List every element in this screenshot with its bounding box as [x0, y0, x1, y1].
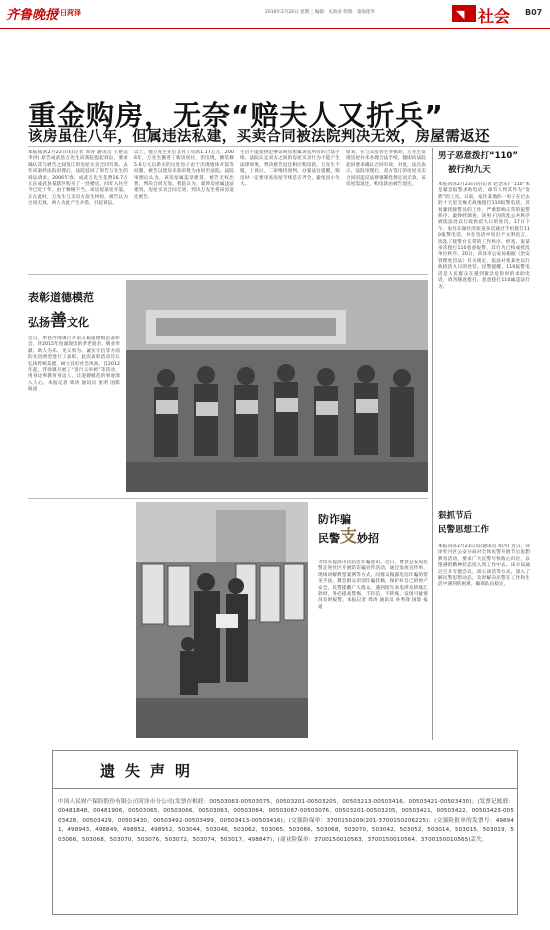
award-ceremony-illustration	[126, 280, 428, 492]
lead-rule	[28, 146, 518, 147]
notice-rule	[52, 788, 518, 789]
side2-title-line1: 狠抓节后	[438, 511, 473, 521]
lead-column-1: 本报成武2月23日讯(记者 周涛 通讯员 王艳美 李洪) 原告成武县万先生向我院提起诉讼，要求确认其与被告之间签订的房屋买卖合同有效。去年该案经法院审理后，法院驳回了原告万先生的诉讼请求。2006年春，成武万先生花费16.7万元在成武县某辖区购买了一处楼房，同年入住至今已近十年。由于修缮不当，该房屋某处开裂，正在此时，万先生与卖房方发生纠纷，被告认为合同无效，两人为此产生矛盾，引起诉讼。	[28, 150, 128, 207]
lead-headline: 重金购房，无奈“赔夫人又折兵”	[28, 99, 444, 132]
anti-fraud-outreach-photo	[136, 502, 308, 738]
section-rule-1	[28, 274, 428, 275]
side2-body: 本报菏泽2月23日讯(通讯员 胡丹) 近日，菏泽牡丹区公安分局对全体民警开展节后思想教育活动，要求广大民警尽快收心归位，以饱满的精神状态投入到工作中去。该分局通过召开专题会议、谈心谈话等方式，深入了解民警思想动态，及时解决民警在工作和生活中遇到的困难，确保队伍稳定。	[438, 544, 530, 588]
side1-title-line1: 男子恶意拨打“110”	[438, 151, 518, 161]
side1-title-line2: 被行拘九天	[448, 165, 491, 175]
story3-title-line2	[318, 527, 379, 547]
story3-title-emphasis: 支	[340, 527, 357, 547]
story2-title-part-b: 文化	[67, 316, 89, 329]
header-rule	[0, 28, 550, 29]
svg-text:◥: ◥	[456, 8, 465, 21]
side1-body: 本报菏泽2月23日讯(记者 赵念东) “110”本是紧急报警求助电话，却有人将其作为“发泄”的工具。日前，家住某地的一男子在过去的十天里无缘无故地拨打110报警电话，反复骚扰接警员的工作，严重影响正常的报警秩序。最终经调查，该男子因扰乱公共秩序被依法处以行政拘留九日的处罚。17日下午，家住东湖区的张某多次通过手机拨打110报警电话，并在电话中说出不文明语言，扰乱了接警台正常的工作秩序。经查，张某多次拨打110恶意报警，其行为已构成扰乱单位秩序。20日，菏泽市公安局根据《治安管理处罚法》有关规定，依法对张某处以行政拘留九日的处罚。民警提醒，110报警电话是人民群众在遇到紧急危险时的求助电话，请勿随意拨打，恶意拨打110属违法行为。	[438, 182, 530, 290]
side2-title-line2: 民警思想工作	[438, 525, 490, 535]
section-title: 社会	[478, 7, 511, 26]
story3-title-line1: 防诈骗	[318, 513, 351, 526]
story2-title-part-a: 弘扬	[28, 316, 50, 329]
award-ceremony-photo	[126, 280, 428, 492]
newspaper-logo: 齐鲁晚报	[6, 8, 59, 23]
lead-subhead: 该房虽住八年，但属违法私建，买卖合同被法院判决无效，房屋需返还	[28, 129, 490, 145]
lost-notice-body: 中国人民财产保险股份有限公司菏泽市分公司(发票存根联：00503063-00503075，00503201-00503205，00503213-00503416，00503421-00503430)；(发票记账联：00481848，00481906，00503065，00503066，00503063，00503064，00503067-00503076，00503201-00503205，00503421，00503422，00503423-00503428，00503429，00503430，00503492-00503499，00503413-00503416)；(交强险保单：3700150209(201-3700150206225)；(交强险批单的发票号：498941，498943，498849，498852，498952，503044，503046，503062，503065，503066，503068，503070，503042，503052，503014，503015，503019，503066，503068，503070，503076，503072，503074，503017，498847)；(商业险保单：3700150010563，3700150010564，3700150010565)丢失。	[58, 799, 514, 843]
edition-label: 今日菏泽	[53, 9, 81, 17]
lead-column-2: 以上，他万先生先后支付了房款1.17万元，2006年，万先生搬进了新房居住，但出现，刚装修5.6万元后新买的这处房子由于出现墙体开裂等问题，被告以建房未获审批为由诉至法院。法院审理后认为，该房屋属违章建筑，被告无权出售，判决合同无效。我院认为，案涉房屋属违法建筑，房屋买卖合同无效，判决万先生将该房返还被告。	[134, 150, 234, 200]
story3-body: 为切实提高市民防范诈骗意识，近日，曹县公安局民警走进社区开展防诈骗宣传活动，通过发放宣传单、现场讲解典型案例等方式，向群众揭露电信诈骗的常见手法，教会群众识别诈骗伎俩，保护好自己的财产安全。民警提醒广大群众，遇到陌生来电涉及转账汇款时，务必提高警惕，不轻信、不转账，发现可疑情况及时报警。本报记者 周涛 通讯员 孙秀锋 国影 报道	[318, 560, 428, 610]
story3-title-part-a: 民警	[318, 532, 340, 545]
issue-meta: 2016年2月24日 星期三 编辑：史政涛 组版：童海莲华	[265, 10, 375, 15]
story3-title-part-b: 妙招	[357, 532, 379, 545]
anti-fraud-illustration	[136, 502, 308, 738]
story2-body: 近日，单县浮岗镇召开第五届道德模范表彰会，对2015年度涌现出的孝老爱亲、敬业奉献、助人为乐、见义勇为、诚实守信等方面的先进典型进行了表彰。此次表彰活动旨在弘扬传统美德，树立良好社会风尚。自2012年起，浮岗镇开展了“善行义举榜”等活动，用身边事教育身边人，让道德模范的事迹深入人心。本报记者 周涛 通讯员 张明 国影 报道	[28, 336, 120, 393]
lost-notice-title: 遗失声明	[100, 762, 201, 780]
story2-title-line1: 表彰道德模范	[28, 291, 94, 304]
page-number: B07	[525, 8, 543, 17]
section-rule-2	[28, 498, 428, 499]
story2-title-emphasis: 善	[50, 311, 67, 331]
lead-column-4: 原来，在与卖房者生争执时，万先生发现房屋并未办理合法手续，随即向法院起诉要求确认合同有效。对此，法官表示，法院审理后，双方签订的房屋买卖合同因违反法律强制性规定而无效，该房屋需返还，购房款由被告退还。	[346, 150, 426, 188]
lead-column-3: 生后不能提供足够证明房屋属该房所有的合法手续，法院认定双方之间的房屋买卖行为不能产生法律效果，判决被告返还相应购房款，万先生不服，上诉后，二审维持原判。办案法官提醒，购房时一定要审查房屋手续是否齐全，避免因小失大。	[240, 150, 340, 188]
sidebar-divider	[432, 148, 433, 740]
story2-title-line2	[28, 311, 89, 331]
